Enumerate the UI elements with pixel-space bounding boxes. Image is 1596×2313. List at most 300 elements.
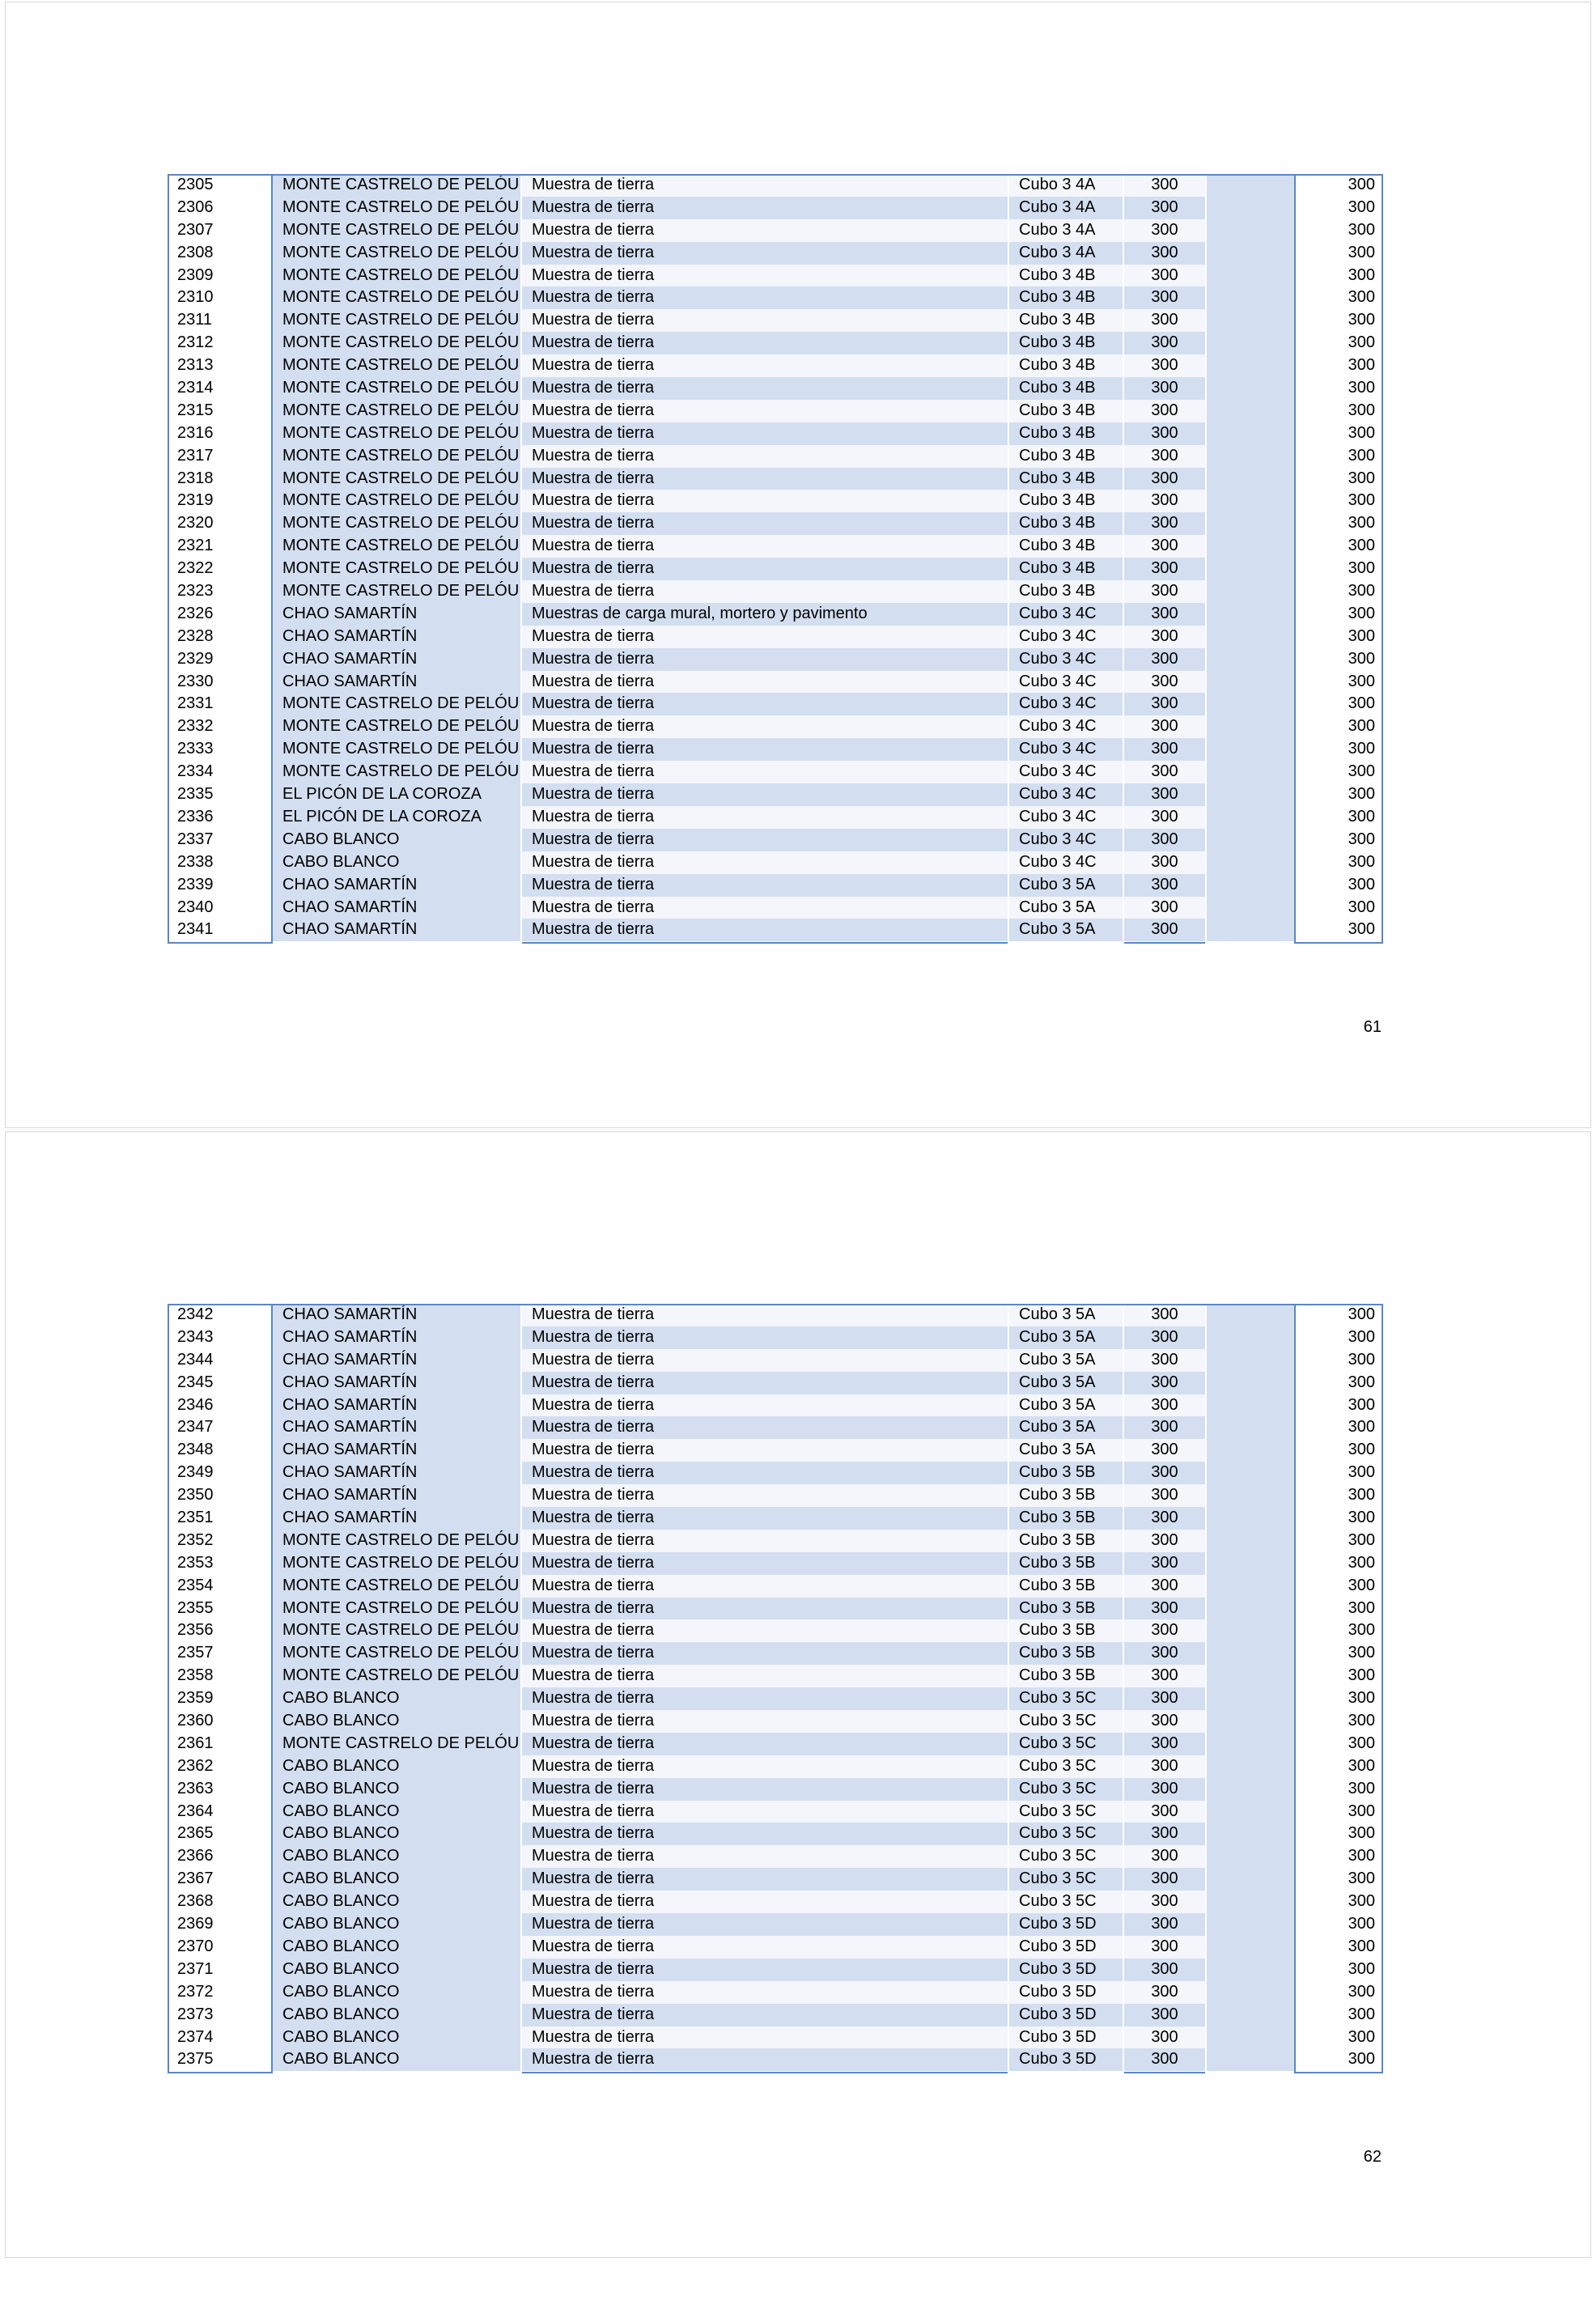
quantity-cell: 300 — [1124, 354, 1205, 377]
quantity-cell: 300 — [1124, 1484, 1205, 1507]
total-cell: 300 — [1348, 2050, 1375, 2069]
id-cell: 2351 — [177, 1509, 214, 1527]
site-cell: MONTE CASTRELO DE PELÓU — [273, 1642, 520, 1665]
id-cell: 2318 — [177, 469, 214, 487]
quantity-cell: 300 — [1124, 1416, 1205, 1439]
quantity-cell: 300 — [1124, 445, 1205, 468]
location-cell: Cubo 3 5C — [1009, 1891, 1123, 1913]
empty-cell — [1207, 1304, 1294, 1326]
quantity-cell: 300 — [1124, 1394, 1205, 1417]
description-cell: Muestra de tierra — [522, 1326, 1008, 1349]
description-cell: Muestra de tierra — [522, 761, 1008, 783]
table-row — [168, 1394, 1383, 1417]
location-cell: Cubo 3 4B — [1009, 309, 1123, 332]
location-cell: Cubo 3 4B — [1009, 400, 1123, 422]
quantity-cell: 300 — [1124, 1710, 1205, 1733]
location-cell: Cubo 3 5C — [1009, 1755, 1123, 1778]
total-cell: 300 — [1348, 740, 1375, 758]
site-cell: CHAO SAMARTÍN — [273, 1439, 520, 1462]
location-cell: Cubo 3 5C — [1009, 1823, 1123, 1845]
empty-cell — [1207, 2027, 1294, 2049]
location-cell: Cubo 3 4A — [1009, 242, 1123, 265]
description-cell: Muestra de tierra — [522, 1801, 1008, 1823]
total-cell: 300 — [1348, 920, 1375, 939]
empty-cell — [1207, 1462, 1294, 1484]
description-cell: Muestra de tierra — [522, 242, 1008, 265]
id-cell: 2364 — [177, 1802, 214, 1820]
empty-cell — [1207, 377, 1294, 400]
id-cell: 2307 — [177, 220, 214, 239]
table-row — [168, 626, 1383, 648]
total-cell: 300 — [1348, 1734, 1375, 1752]
site-cell: MONTE CASTRELO DE PELÓU — [273, 242, 520, 265]
id-cell: 2312 — [177, 333, 214, 352]
table-row — [168, 1416, 1383, 1439]
total-cell: 300 — [1348, 1441, 1375, 1459]
empty-cell — [1207, 806, 1294, 829]
table-row — [168, 2048, 1383, 2071]
site-cell: CHAO SAMARTÍN — [273, 1507, 520, 1530]
id-cell: 2368 — [177, 1892, 214, 1911]
empty-cell — [1207, 219, 1294, 242]
quantity-cell: 300 — [1124, 1868, 1205, 1891]
column-underline — [522, 2072, 1008, 2073]
quantity-cell: 300 — [1124, 2027, 1205, 2049]
id-cell: 2345 — [177, 1373, 214, 1391]
total-cell: 300 — [1348, 1689, 1375, 1708]
total-cell: 300 — [1348, 852, 1375, 871]
total-cell: 300 — [1348, 1373, 1375, 1391]
description-cell: Muestra de tierra — [522, 1484, 1008, 1507]
quantity-cell: 300 — [1124, 1959, 1205, 1981]
total-cell: 300 — [1348, 717, 1375, 736]
total-cell: 300 — [1348, 807, 1375, 825]
description-cell: Muestra de tierra — [522, 400, 1008, 422]
location-cell: Cubo 3 4A — [1009, 219, 1123, 242]
id-cell: 2328 — [177, 626, 214, 645]
site-cell: CABO BLANCO — [273, 1868, 520, 1891]
total-cell: 300 — [1348, 582, 1375, 601]
table-row — [168, 1575, 1383, 1598]
empty-cell — [1207, 671, 1294, 694]
empty-cell — [1207, 1552, 1294, 1575]
total-cell: 300 — [1348, 785, 1375, 804]
table-row — [168, 1619, 1383, 1642]
table-row — [168, 422, 1383, 445]
total-cell: 300 — [1348, 1644, 1375, 1662]
total-cell: 300 — [1348, 514, 1375, 533]
site-cell: CABO BLANCO — [273, 1981, 520, 2004]
site-cell: CABO BLANCO — [273, 1778, 520, 1801]
description-cell: Muestra de tierra — [522, 738, 1008, 761]
total-cell: 300 — [1348, 1621, 1375, 1640]
quantity-cell: 300 — [1124, 671, 1205, 694]
total-cell: 300 — [1348, 379, 1375, 397]
empty-cell — [1207, 1755, 1294, 1778]
site-cell: CHAO SAMARTÍN — [273, 671, 520, 694]
site-cell: MONTE CASTRELO DE PELÓU — [273, 738, 520, 761]
quantity-cell: 300 — [1124, 377, 1205, 400]
location-cell: Cubo 3 5D — [1009, 1981, 1123, 2004]
table-row — [168, 1959, 1383, 1981]
quantity-cell: 300 — [1124, 332, 1205, 354]
description-cell: Muestra de tierra — [522, 1552, 1008, 1575]
table-row — [168, 1462, 1383, 1484]
empty-cell — [1207, 761, 1294, 783]
description-cell: Muestra de tierra — [522, 1823, 1008, 1845]
location-cell: Cubo 3 4C — [1009, 603, 1123, 626]
empty-cell — [1207, 1372, 1294, 1394]
description-cell: Muestra de tierra — [522, 286, 1008, 309]
location-cell: Cubo 3 4C — [1009, 806, 1123, 829]
total-cell: 300 — [1348, 875, 1375, 893]
description-cell: Muestra de tierra — [522, 1507, 1008, 1530]
total-cell: 300 — [1348, 626, 1375, 645]
site-cell: CABO BLANCO — [273, 851, 520, 874]
id-cell: 2339 — [177, 875, 214, 893]
table-row — [168, 1439, 1383, 1462]
table-row — [168, 468, 1383, 490]
total-cell: 300 — [1348, 1327, 1375, 1346]
empty-cell — [1207, 1801, 1294, 1823]
id-cell: 2338 — [177, 852, 214, 871]
empty-cell — [1207, 1349, 1294, 1372]
empty-cell — [1207, 445, 1294, 468]
site-cell: MONTE CASTRELO DE PELÓU — [273, 580, 520, 603]
location-cell: Cubo 3 5D — [1009, 1959, 1123, 1981]
location-cell: Cubo 3 5C — [1009, 1845, 1123, 1868]
site-cell: CHAO SAMARTÍN — [273, 1484, 520, 1507]
location-cell: Cubo 3 4B — [1009, 265, 1123, 287]
site-cell: MONTE CASTRELO DE PELÓU — [273, 761, 520, 783]
table-row — [168, 1936, 1383, 1959]
location-cell: Cubo 3 5B — [1009, 1575, 1123, 1598]
id-cell: 2332 — [177, 717, 214, 736]
site-cell: CHAO SAMARTÍN — [273, 1326, 520, 1349]
location-cell: Cubo 3 4B — [1009, 512, 1123, 535]
location-cell: Cubo 3 4C — [1009, 783, 1123, 806]
table-row — [168, 490, 1383, 512]
table-row — [168, 332, 1383, 354]
empty-cell — [1207, 1868, 1294, 1891]
table-row — [168, 671, 1383, 694]
table-row — [168, 1304, 1383, 1326]
quantity-cell: 300 — [1124, 1733, 1205, 1755]
id-cell: 2341 — [177, 920, 214, 939]
id-cell: 2305 — [177, 176, 214, 193]
id-cell: 2350 — [177, 1486, 214, 1505]
quantity-cell: 300 — [1124, 1349, 1205, 1372]
id-cell: 2359 — [177, 1689, 214, 1708]
empty-cell — [1207, 332, 1294, 354]
total-cell: 300 — [1348, 762, 1375, 781]
empty-cell — [1207, 1778, 1294, 1801]
id-cell: 2375 — [177, 2050, 214, 2069]
total-cell: 300 — [1348, 220, 1375, 239]
id-cell: 2331 — [177, 694, 214, 713]
location-cell: Cubo 3 4A — [1009, 174, 1123, 197]
quantity-cell: 300 — [1124, 1552, 1205, 1575]
location-cell: Cubo 3 5C — [1009, 1710, 1123, 1733]
location-cell: Cubo 3 4B — [1009, 286, 1123, 309]
quantity-cell: 300 — [1124, 558, 1205, 580]
id-cell: 2361 — [177, 1734, 214, 1752]
description-cell: Muestras de carga mural, mortero y pavimento — [522, 603, 1008, 626]
quantity-cell: 300 — [1124, 648, 1205, 671]
site-cell: MONTE CASTRELO DE PELÓU — [273, 1598, 520, 1620]
total-cell: 300 — [1348, 1959, 1375, 1978]
location-cell: Cubo 3 4B — [1009, 490, 1123, 512]
description-cell: Muestra de tierra — [522, 2048, 1008, 2071]
location-cell: Cubo 3 5A — [1009, 1304, 1123, 1326]
table-row — [168, 1484, 1383, 1507]
description-cell: Muestra de tierra — [522, 1710, 1008, 1733]
id-cell: 2314 — [177, 379, 214, 397]
total-cell: 300 — [1348, 559, 1375, 578]
table-row — [168, 174, 1383, 197]
description-cell: Muestra de tierra — [522, 197, 1008, 219]
site-cell: MONTE CASTRELO DE PELÓU — [273, 512, 520, 535]
id-cell: 2323 — [177, 582, 214, 601]
id-cell: 2370 — [177, 1937, 214, 1955]
id-cell: 2366 — [177, 1847, 214, 1865]
id-cell: 2352 — [177, 1530, 214, 1549]
empty-cell — [1207, 354, 1294, 377]
location-cell: Cubo 3 4B — [1009, 445, 1123, 468]
total-cell: 300 — [1348, 356, 1375, 375]
total-cell: 300 — [1348, 311, 1375, 329]
site-cell: CHAO SAMARTÍN — [273, 874, 520, 897]
location-cell: Cubo 3 4C — [1009, 626, 1123, 648]
quantity-cell: 300 — [1124, 1687, 1205, 1710]
empty-cell — [1207, 851, 1294, 874]
table-row — [168, 1665, 1383, 1687]
inventory-table — [168, 174, 1383, 941]
description-cell: Muestra de tierra — [522, 1868, 1008, 1891]
id-cell: 2322 — [177, 559, 214, 578]
location-cell: Cubo 3 5D — [1009, 1936, 1123, 1959]
quantity-cell: 300 — [1124, 851, 1205, 874]
quantity-cell: 300 — [1124, 1823, 1205, 1845]
empty-cell — [1207, 1710, 1294, 1733]
quantity-cell: 300 — [1124, 897, 1205, 919]
description-cell: Muestra de tierra — [522, 1439, 1008, 1462]
description-cell: Muestra de tierra — [522, 309, 1008, 332]
description-cell: Muestra de tierra — [522, 874, 1008, 897]
id-cell: 2316 — [177, 423, 214, 442]
total-cell: 300 — [1348, 288, 1375, 307]
total-cell: 300 — [1348, 1779, 1375, 1797]
id-cell: 2349 — [177, 1463, 214, 1482]
site-cell: CHAO SAMARTÍN — [273, 603, 520, 626]
description-cell: Muestra de tierra — [522, 1462, 1008, 1484]
table-row — [168, 829, 1383, 851]
description-cell: Muestra de tierra — [522, 468, 1008, 490]
quantity-cell: 300 — [1124, 1304, 1205, 1326]
id-cell: 2357 — [177, 1644, 214, 1662]
empty-cell — [1207, 1439, 1294, 1462]
empty-cell — [1207, 1823, 1294, 1845]
location-cell: Cubo 3 4B — [1009, 354, 1123, 377]
site-cell: MONTE CASTRELO DE PELÓU — [273, 1665, 520, 1687]
total-cell: 300 — [1348, 649, 1375, 668]
description-cell: Muestra de tierra — [522, 829, 1008, 851]
id-cell: 2320 — [177, 514, 214, 533]
empty-cell — [1207, 400, 1294, 422]
total-cell: 300 — [1348, 1530, 1375, 1549]
quantity-cell: 300 — [1124, 603, 1205, 626]
inventory-table — [168, 1304, 1383, 2071]
description-cell: Muestra de tierra — [522, 1687, 1008, 1710]
site-cell: CABO BLANCO — [273, 829, 520, 851]
table-row — [168, 1868, 1383, 1891]
location-cell: Cubo 3 5A — [1009, 1326, 1123, 1349]
location-cell: Cubo 3 5A — [1009, 897, 1123, 919]
quantity-cell: 300 — [1124, 2048, 1205, 2071]
table-row — [168, 1372, 1383, 1394]
total-cell: 300 — [1348, 1509, 1375, 1527]
total-cell: 300 — [1348, 197, 1375, 216]
location-cell: Cubo 3 4C — [1009, 715, 1123, 738]
id-cell: 2340 — [177, 898, 214, 916]
description-cell: Muestra de tierra — [522, 1936, 1008, 1959]
empty-cell — [1207, 512, 1294, 535]
table-row — [168, 558, 1383, 580]
quantity-cell: 300 — [1124, 1507, 1205, 1530]
location-cell: Cubo 3 5D — [1009, 2048, 1123, 2071]
table-row — [168, 309, 1383, 332]
location-cell: Cubo 3 5A — [1009, 1394, 1123, 1417]
site-cell: CABO BLANCO — [273, 2004, 520, 2027]
site-cell: CHAO SAMARTÍN — [273, 648, 520, 671]
site-cell: MONTE CASTRELO DE PELÓU — [273, 400, 520, 422]
empty-cell — [1207, 1981, 1294, 2004]
quantity-cell: 300 — [1124, 580, 1205, 603]
site-cell: CABO BLANCO — [273, 1891, 520, 1913]
description-cell: Muestra de tierra — [522, 1349, 1008, 1372]
location-cell: Cubo 3 5B — [1009, 1665, 1123, 1687]
total-cell: 300 — [1348, 423, 1375, 442]
quantity-cell: 300 — [1124, 1439, 1205, 1462]
total-cell: 300 — [1348, 265, 1375, 284]
site-cell: MONTE CASTRELO DE PELÓU — [273, 309, 520, 332]
site-cell: CABO BLANCO — [273, 2048, 520, 2071]
quantity-cell: 300 — [1124, 468, 1205, 490]
empty-cell — [1207, 874, 1294, 897]
empty-cell — [1207, 1665, 1294, 1687]
quantity-cell: 300 — [1124, 1665, 1205, 1687]
description-cell: Muestra de tierra — [522, 1755, 1008, 1778]
table-row — [168, 1687, 1383, 1710]
site-cell: MONTE CASTRELO DE PELÓU — [273, 535, 520, 558]
id-cell: 2344 — [177, 1350, 214, 1369]
total-cell: 300 — [1348, 1824, 1375, 1843]
total-cell: 300 — [1348, 1305, 1375, 1323]
table-row — [168, 1891, 1383, 1913]
description-cell: Muestra de tierra — [522, 445, 1008, 468]
table-row — [168, 445, 1383, 468]
empty-cell — [1207, 919, 1294, 941]
location-cell: Cubo 3 4C — [1009, 693, 1123, 715]
table-row — [168, 851, 1383, 874]
total-cell: 300 — [1348, 1598, 1375, 1617]
quantity-cell: 300 — [1124, 1936, 1205, 1959]
total-cell: 300 — [1348, 830, 1375, 848]
location-cell: Cubo 3 5B — [1009, 1552, 1123, 1575]
id-cell: 2373 — [177, 2005, 214, 2023]
empty-cell — [1207, 265, 1294, 287]
site-cell: CABO BLANCO — [273, 1687, 520, 1710]
empty-cell — [1207, 626, 1294, 648]
location-cell: Cubo 3 4C — [1009, 671, 1123, 694]
empty-cell — [1207, 1326, 1294, 1349]
table-row — [168, 897, 1383, 919]
quantity-cell: 300 — [1124, 806, 1205, 829]
empty-cell — [1207, 1530, 1294, 1552]
empty-cell — [1207, 693, 1294, 715]
empty-cell — [1207, 1687, 1294, 1710]
empty-cell — [1207, 829, 1294, 851]
description-cell: Muestra de tierra — [522, 558, 1008, 580]
location-cell: Cubo 3 5C — [1009, 1733, 1123, 1755]
description-cell: Muestra de tierra — [522, 648, 1008, 671]
empty-cell — [1207, 558, 1294, 580]
id-cell: 2365 — [177, 1824, 214, 1843]
quantity-cell: 300 — [1124, 1598, 1205, 1620]
total-cell: 300 — [1348, 1418, 1375, 1437]
site-cell: CHAO SAMARTÍN — [273, 897, 520, 919]
description-cell: Muestra de tierra — [522, 1394, 1008, 1417]
table-row — [168, 1778, 1383, 1801]
empty-cell — [1207, 783, 1294, 806]
document-page-61 — [5, 2, 1591, 1128]
location-cell: Cubo 3 5B — [1009, 1530, 1123, 1552]
location-cell: Cubo 3 4B — [1009, 422, 1123, 445]
location-cell: Cubo 3 4B — [1009, 580, 1123, 603]
id-cell: 2363 — [177, 1779, 214, 1797]
table-row — [168, 535, 1383, 558]
site-cell: CHAO SAMARTÍN — [273, 1304, 520, 1326]
location-cell: Cubo 3 5A — [1009, 1416, 1123, 1439]
site-cell: CHAO SAMARTÍN — [273, 919, 520, 941]
description-cell: Muestra de tierra — [522, 919, 1008, 941]
quantity-cell: 300 — [1124, 1575, 1205, 1598]
location-cell: Cubo 3 5A — [1009, 874, 1123, 897]
empty-cell — [1207, 1575, 1294, 1598]
quantity-cell: 300 — [1124, 1801, 1205, 1823]
site-cell: CABO BLANCO — [273, 1710, 520, 1733]
description-cell: Muestra de tierra — [522, 1891, 1008, 1913]
description-cell: Muestra de tierra — [522, 1530, 1008, 1552]
total-cell: 300 — [1348, 333, 1375, 352]
location-cell: Cubo 3 5B — [1009, 1598, 1123, 1620]
quantity-cell: 300 — [1124, 197, 1205, 219]
location-cell: Cubo 3 5C — [1009, 1801, 1123, 1823]
location-cell: Cubo 3 5D — [1009, 1913, 1123, 1936]
quantity-cell: 300 — [1124, 174, 1205, 197]
description-cell: Muestra de tierra — [522, 2027, 1008, 2049]
description-cell: Muestra de tierra — [522, 580, 1008, 603]
site-cell: CABO BLANCO — [273, 1823, 520, 1845]
table-row — [168, 580, 1383, 603]
table-row — [168, 1710, 1383, 1733]
empty-cell — [1207, 897, 1294, 919]
table-row — [168, 1552, 1383, 1575]
quantity-cell: 300 — [1124, 1778, 1205, 1801]
total-cell: 300 — [1348, 1869, 1375, 1888]
description-cell: Muestra de tierra — [522, 174, 1008, 197]
description-cell: Muestra de tierra — [522, 715, 1008, 738]
